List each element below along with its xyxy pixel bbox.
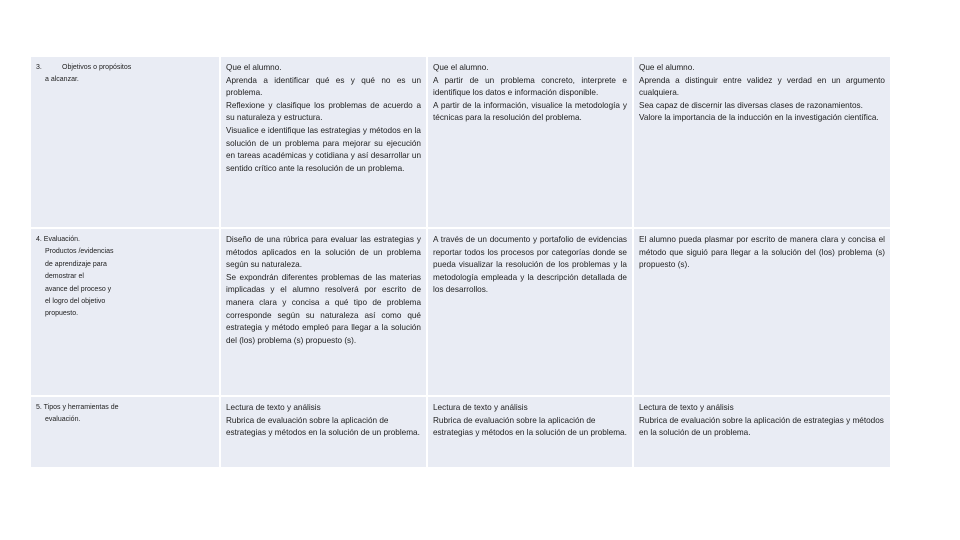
- table-row-tools: [31, 397, 894, 467]
- cell-tools-col1: Lectura de texto y análisis Rubrica de evaluación sobre la aplicación de estrategias y métodos en la solución de un problema.: [221, 397, 426, 467]
- cell-objectives-col3: Que el alumno. Aprenda a distinguir entre validez y verdad en un argumento cualquiera. Sea capaz de discernir las diversas clases de razonamientos. Valore la importancia de la inducción en la investigación científica.: [634, 57, 890, 227]
- table-row-objectives: [31, 57, 894, 227]
- table-row-evaluation: [31, 229, 894, 395]
- row-label-objectives: 3. Objetivos o propósitos a alcanzar.: [31, 57, 219, 227]
- cell-objectives-col2: Que el alumno. A partir de un problema concreto, interprete e identifique los datos e información disponible. A partir de la información, visualice la metodología y técnicas para la resolución del problema.: [428, 57, 632, 227]
- cell-evaluation-col3: El alumno pueda plasmar por escrito de manera clara y concisa el método que siguió para llegar a la solución del (los) problema (s) propuesto (s).: [634, 229, 890, 395]
- cell-objectives-col1: Que el alumno. Aprenda a identificar qué es y qué no es un problema. Reflexione y clasifique los problemas de acuerdo a su naturaleza y estructura. Visualice e identifique las estrategias y métodos en la solución de un problema para mejorar su ejecución en tareas académicas y cotidiana y así desarrollar un sentido crítico ante la resolución de un problema.: [221, 57, 426, 227]
- row-label-tools: 5. Tipos y herramientas de evaluación.: [31, 397, 219, 467]
- row-label-evaluation: 4. Evaluación. Productos /evidencias de aprendizaje para demostrar el avance del proceso y el logro del objetivo propuesto.: [31, 229, 219, 395]
- cell-evaluation-col1: Diseño de una rúbrica para evaluar las estrategias y métodos aplicados en la solución de un problema según su naturaleza. Se expondrán diferentes problemas de las materias implicadas y el alumno resolverá por escrito de manera clara y concisa a qué tipo de problema corresponde según su naturaleza así como qué estrategia y método empleó para llegar a la solución del (los) problema (s) propuesto (s).: [221, 229, 426, 395]
- evaluation-table: [31, 57, 894, 469]
- cell-evaluation-col2: A través de un documento y portafolio de evidencias reportar todos los procesos por categorías donde se pueda visualizar la resolución de los problemas y la metodología empleada y la descripción detallada de los desarrollos.: [428, 229, 632, 395]
- cell-tools-col3: Lectura de texto y análisis Rubrica de evaluación sobre la aplicación de estrategias y métodos en la solución de un problema.: [634, 397, 890, 467]
- cell-tools-col2: Lectura de texto y análisis Rubrica de evaluación sobre la aplicación de estrategias y métodos en la solución de un problema.: [428, 397, 632, 467]
